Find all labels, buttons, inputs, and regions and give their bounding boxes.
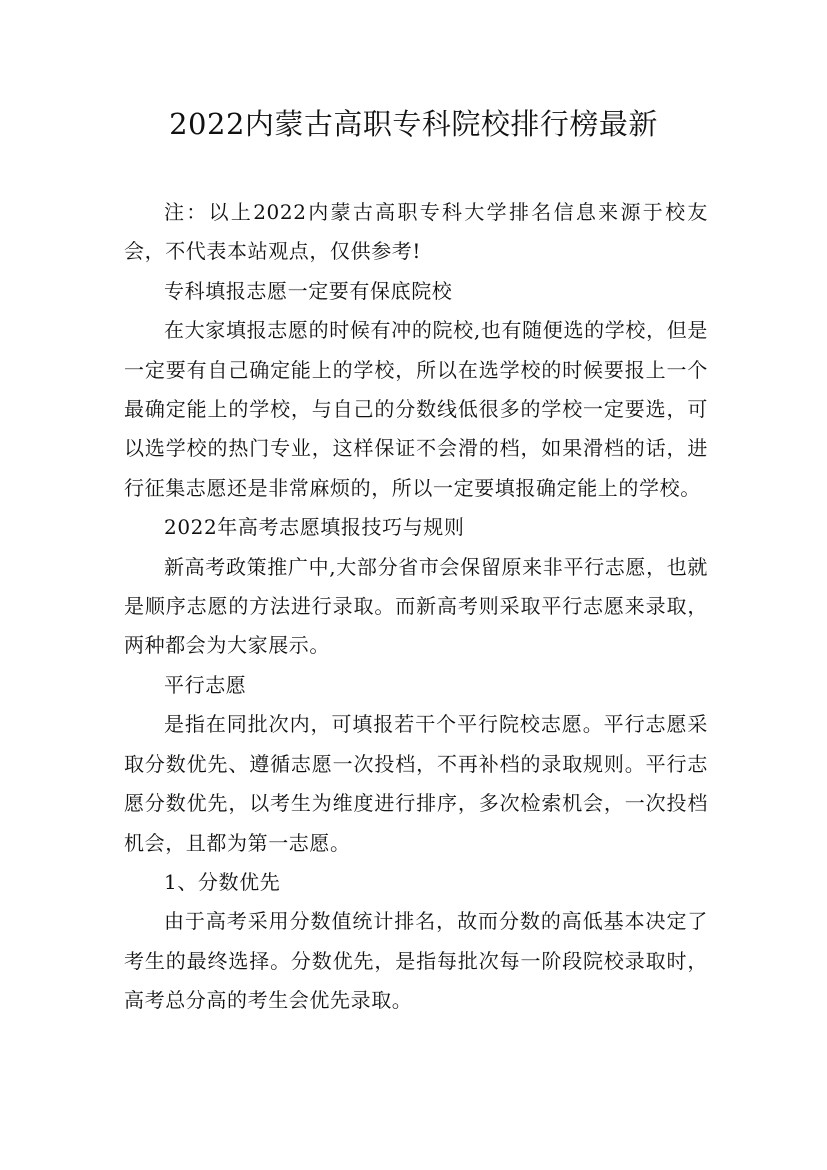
- paragraph-new-policy: 新高考政策推广中,大部分省市会保留原来非平行志愿，也就是顺序志愿的方法进行录取。而新高考则采取平行志愿来录取，两种都会为大家展示。: [124, 554, 708, 658]
- paragraph-heading-parallel: 平行志愿: [164, 672, 247, 697]
- document-body: [124, 193, 708, 1021]
- document-title: 2022内蒙古高职专科院校排行榜最新: [169, 107, 658, 141]
- paragraph-heading-tips-rules: 2022年高考志愿填报技巧与规则: [164, 515, 465, 540]
- paragraph-heading-score-priority: 1、分数优先: [164, 869, 281, 894]
- paragraph-parallel-definition: 是指在同批次内，可填报若干个平行院校志愿。平行志愿采取分数优先、遵循志愿一次投档，不再补档的录取规则。平行志愿分数优先，以考生为维度进行排序，多次检索机会，一次投档机会，且都为第一志愿。: [124, 712, 708, 855]
- paragraph-backup-schools: 在大家填报志愿的时候有冲的院校,也有随便选的学校，但是一定要有自己确定能上的学校，所以在选学校的时候要报上一个最确定能上的学校，与自己的分数线低很多的学校一定要选，可以选学校的热门专业，这样保证不会滑的档，如果滑档的话，进行征集志愿还是非常麻烦的，所以一定要填报确定能上的学校。: [124, 318, 708, 500]
- paragraph-score-priority: 由于高考采用分数值统计排名，故而分数的高低基本决定了考生的最终选择。分数优先，是指每批次每一阶段院校录取时，高考总分高的考生会优先录取。: [124, 909, 708, 1013]
- paragraph-heading-backup-schools: 专科填报志愿一定要有保底院校: [164, 278, 453, 303]
- paragraph-source-note: 注：以上2022内蒙古高职专科大学排名信息来源于校友会，不代表本站观点，仅供参考!: [124, 200, 708, 264]
